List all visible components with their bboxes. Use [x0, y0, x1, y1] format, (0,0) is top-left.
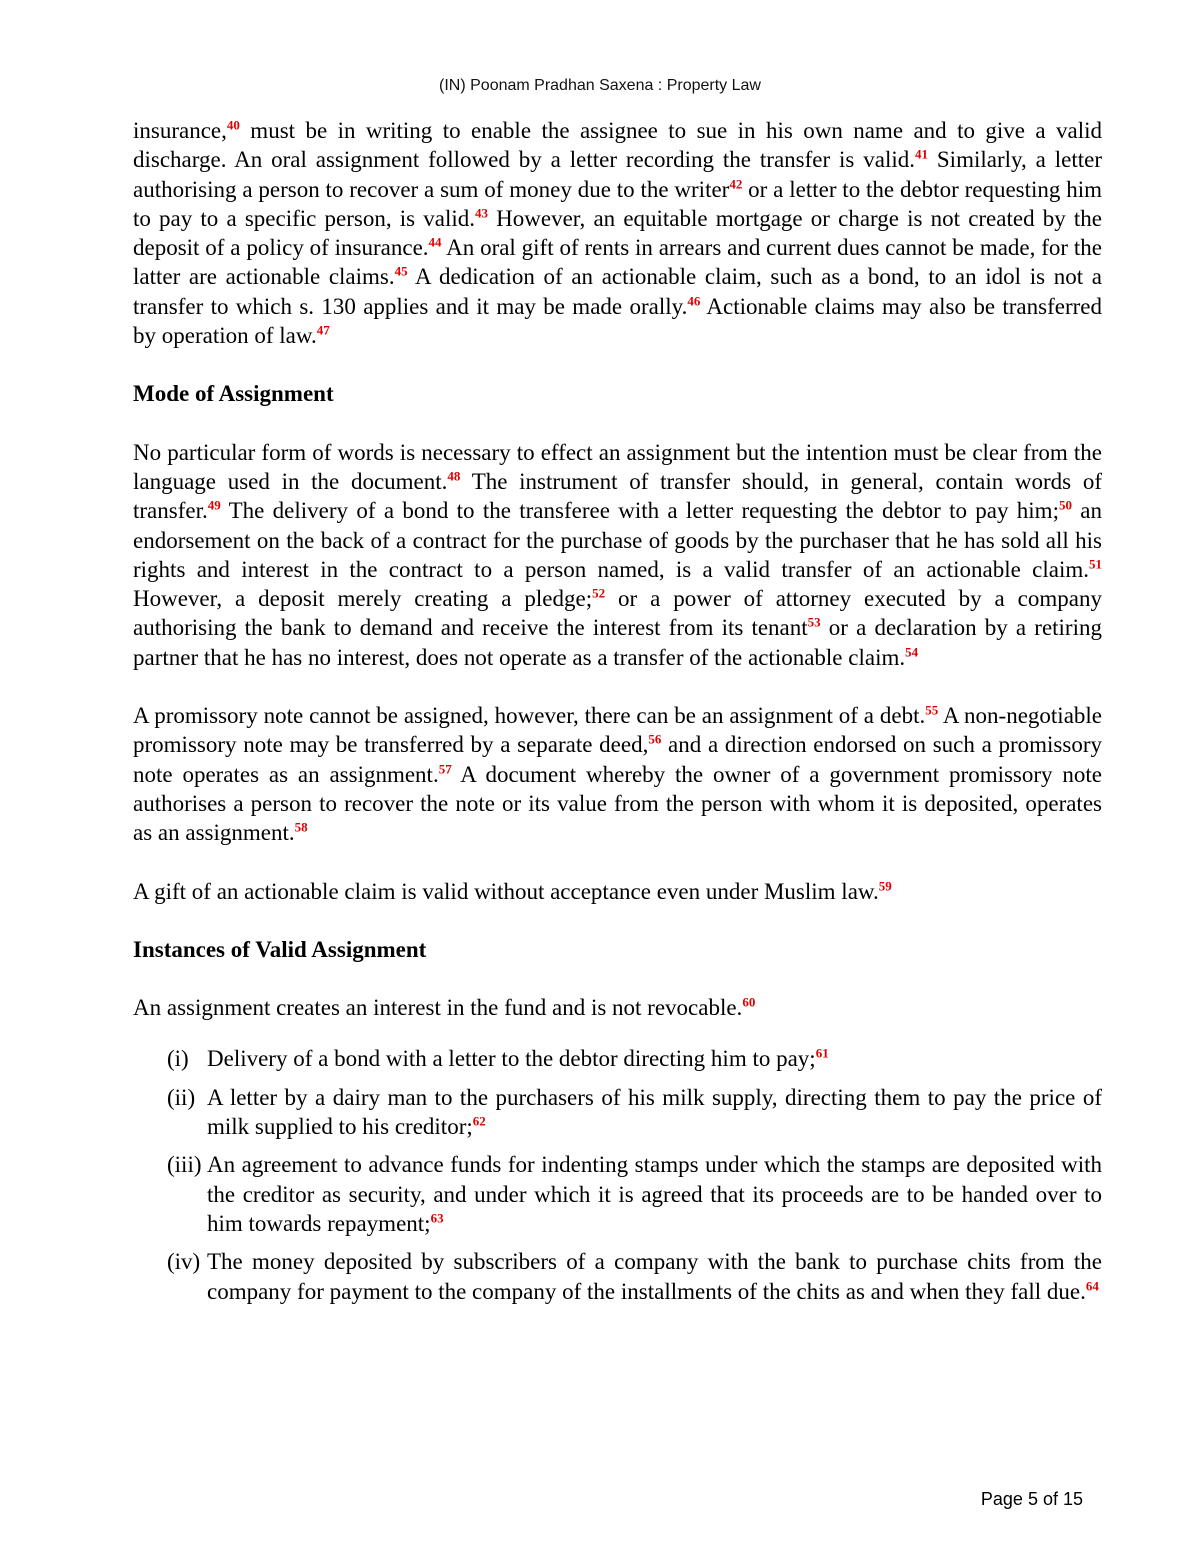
footnote-ref[interactable]: 62 [472, 1113, 486, 1129]
text-run: Actionable claims may also be transferred by operation of law. [133, 293, 1102, 349]
paragraph-insurance [133, 116, 1102, 350]
footnote-ref[interactable]: 48 [447, 468, 461, 484]
text-run: An oral gift of rents in arrears and current dues cannot be made, for the latter are actionable claims. [133, 235, 1102, 290]
list-item-number: (ii) [167, 1084, 196, 1110]
list-item-text: Delivery of a bond with a letter to the debtor directing him to pay; [207, 1046, 816, 1072]
footnote-ref[interactable]: 63 [430, 1210, 444, 1226]
list-item-text: The money deposited by subscribers of a company with the bank to purchase chits from the company for payment to the company of the installments of the chits as and when they fall due. [207, 1249, 1102, 1304]
paragraph-mode [133, 438, 1102, 672]
footnote-ref[interactable]: 47 [316, 322, 330, 338]
section-heading-instances: Instances of Valid Assignment [133, 936, 427, 962]
footnote-ref[interactable]: 58 [294, 819, 308, 835]
text-run: Similarly, a letter authorising a person to recover a sum of money due to the writer [133, 147, 1102, 202]
text-run: A promissory note cannot be assigned, however, there can be an assignment of a debt. [133, 703, 926, 729]
paragraph-muslim-law [133, 877, 1102, 906]
text-run: An assignment creates an interest in the fund and is not revocable. [133, 995, 743, 1021]
footnote-ref[interactable]: 57 [438, 760, 452, 776]
list-item [133, 1247, 1102, 1306]
footnote-ref[interactable]: 59 [878, 877, 892, 893]
footnote-ref[interactable]: 46 [687, 293, 701, 309]
section-heading-mode-of-assignment: Mode of Assignment [133, 381, 334, 407]
text-run: an endorsement on the back of a contract for the purchase of goods by the purchaser that he has sold all his rights and interest in the contract to a person named, is a valid transfer of an actionable claim. [133, 498, 1102, 582]
list-item-number: (iii) [167, 1152, 202, 1178]
list-item [133, 1150, 1102, 1238]
text-run: must be in writing to enable the assignee to sue in his own name and to give a valid discharge. An oral assignment followed by a letter recording the transfer is valid. [133, 118, 1102, 173]
text-run: A non-negotiable promissory note may be transferred by a separate deed, [133, 703, 1102, 758]
footnote-ref[interactable]: 40 [226, 117, 240, 133]
footnote-ref[interactable]: 53 [807, 614, 821, 630]
list-item-text: An agreement to advance funds for indenting stamps under which the stamps are deposited with the creditor as security, and under which it is agreed that its proceeds are to be handed over to him towards repayment; [207, 1152, 1102, 1236]
paragraph-revocable [133, 993, 1102, 1022]
footnote-ref[interactable]: 52 [592, 585, 606, 601]
text-run: The delivery of a bond to the transferee with a letter requesting the debtor to pay him; [220, 498, 1059, 524]
paragraph-promissory-note [133, 701, 1102, 847]
footnote-ref[interactable]: 54 [905, 644, 919, 660]
instances-list [133, 1044, 1102, 1305]
text-run: A dedication of an actionable claim, such as a bond, to an idol is not a transfer to which s. 130 applies and it may be made orally. [133, 264, 1102, 319]
text-run: However, an equitable mortgage or charge is not created by the deposit of a policy of insurance. [133, 205, 1102, 261]
text-run: insurance, [133, 118, 227, 143]
footnote-ref[interactable]: 60 [742, 994, 756, 1010]
text-run: A document whereby the owner of a government promissory note authorises a person to recover the note or its value from the person with whom it is deposited, operates as an assignment. [133, 761, 1102, 846]
list-item [133, 1044, 1102, 1073]
text-run: or a declaration by a retiring partner that he has no interest, does not operate as a transfer of the actionable claim. [133, 615, 1102, 670]
text-run: The instrument of transfer should, in general, contain words of transfer. [133, 468, 1102, 524]
footnote-ref[interactable]: 43 [475, 205, 488, 221]
running-header: (IN) Poonam Pradhan Saxena : Property Law [439, 77, 761, 94]
footnote-ref[interactable]: 51 [1089, 556, 1102, 572]
footnote-ref[interactable]: 49 [207, 497, 221, 513]
page-number: Page 5 of 15 [980, 1489, 1083, 1509]
page-body [133, 116, 1102, 1315]
list-item-number: (i) [167, 1046, 189, 1072]
footnote-ref[interactable]: 50 [1058, 497, 1072, 513]
text-run: A gift of an actionable claim is valid without acceptance even under Muslim law. [133, 878, 879, 904]
footnote-ref[interactable]: 42 [729, 175, 743, 191]
list-item-number: (iv) [167, 1249, 201, 1275]
footnote-ref[interactable]: 56 [648, 731, 662, 747]
text-run: or a letter to the debtor requesting him to pay to a specific person, is valid. [133, 176, 1102, 231]
text-run: However, a deposit merely creating a pledge; [133, 586, 593, 612]
text-run: No particular form of words is necessary to effect an assignment but the intention must be clear from the language used in the document. [133, 439, 1102, 494]
footnote-ref[interactable]: 45 [394, 263, 408, 279]
list-item-text: A letter by a dairy man to the purchasers of his milk supply, directing them to pay the price of milk supplied to his creditor; [207, 1084, 1102, 1140]
footnote-ref[interactable]: 64 [1085, 1277, 1099, 1293]
text-run: and a direction endorsed on such a promissory note operates as an assignment. [133, 732, 1102, 787]
footnote-ref[interactable]: 44 [428, 234, 442, 250]
footnote-ref[interactable]: 55 [925, 702, 939, 718]
list-item [133, 1083, 1102, 1142]
text-run: or a power of attorney executed by a company authorising the bank to demand and receive the interest from its tenant [133, 586, 1102, 641]
footnote-ref[interactable]: 61 [815, 1045, 829, 1061]
footnote-ref[interactable]: 41 [915, 146, 928, 162]
